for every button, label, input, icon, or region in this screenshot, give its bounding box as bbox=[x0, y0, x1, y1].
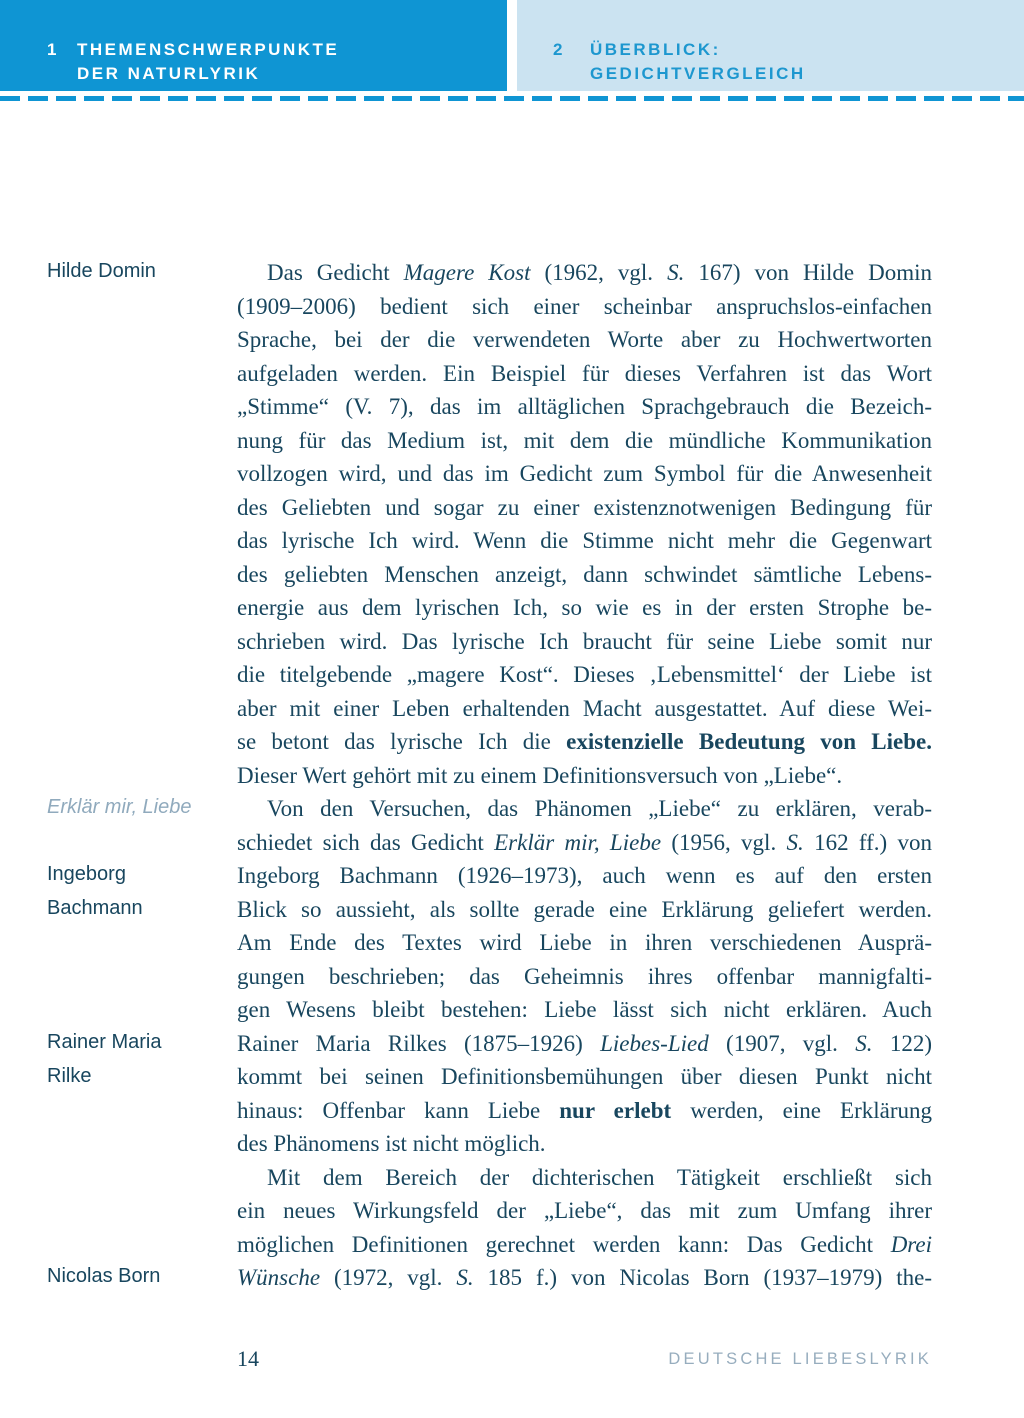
text-segment: gungen beschrieben; das Geheimnis ihres offenbar mannigfalti- bbox=[237, 963, 932, 989]
text-segment: Blick so aussieht, als sollte gerade eine Erklärung geliefert werden. bbox=[237, 896, 932, 922]
text-segment: Von den Versuchen, das Phänomen „Liebe“ zu erklären, verab- bbox=[267, 796, 932, 821]
text-segment: S. bbox=[667, 260, 685, 285]
text-line bbox=[237, 256, 932, 290]
text-segment: aber mit einer Leben erhaltenden Macht ausgestattet. Auf diese Wei- bbox=[237, 695, 932, 721]
text-segment: (1907, vgl. bbox=[708, 1030, 856, 1056]
text-segment: gen Wesens bleibt bestehen: Liebe lässt sich nicht erklären. Auch bbox=[237, 997, 932, 1022]
text-line bbox=[237, 591, 932, 625]
text-line bbox=[237, 290, 932, 324]
text-line bbox=[237, 993, 932, 1027]
text-line bbox=[237, 893, 932, 927]
tab-title-line: GEDICHTVERGLEICH bbox=[590, 64, 806, 83]
text-line bbox=[237, 457, 932, 491]
margin-label-line: Bachmann bbox=[47, 897, 143, 919]
text-segment: schrieben wird. Das lyrische Ich braucht für seine Liebe somit nur bbox=[237, 628, 932, 654]
text-line bbox=[237, 658, 932, 692]
text-line bbox=[237, 759, 932, 793]
text-segment: das lyrische Ich wird. Wenn die Stimme nicht mehr die Gegenwart bbox=[237, 528, 932, 553]
text-line bbox=[237, 357, 932, 391]
text-segment: Drei bbox=[890, 1231, 932, 1257]
text-segment: Magere Kost bbox=[403, 260, 531, 285]
text-segment: nur erlebt bbox=[559, 1097, 672, 1123]
text-segment: Ingeborg Bachmann (1926–1973), auch wenn es auf den ersten bbox=[237, 863, 932, 888]
text-segment: kommt bei seinen Definitionsbemühungen über diesen Punkt nicht bbox=[237, 1064, 932, 1089]
text-segment: Mit dem Bereich der dichterischen Tätigkeit erschließt sich bbox=[267, 1164, 932, 1190]
dashed-divider bbox=[0, 96, 1024, 101]
margin-label-hilde-domin bbox=[47, 254, 232, 288]
text-segment: vollzogen wird, und das im Gedicht zum Symbol für die Anwesenheit bbox=[237, 461, 932, 486]
margin-label-ingeborg-bachmann bbox=[47, 857, 232, 925]
text-segment: energie aus dem lyrischen Ich, so wie es in der ersten Strophe be- bbox=[237, 595, 932, 620]
text-line bbox=[237, 1094, 932, 1128]
page-number: 14 bbox=[237, 1346, 259, 1371]
text-line bbox=[237, 1027, 932, 1061]
text-segment: Liebes-Lied bbox=[600, 1030, 709, 1056]
text-line bbox=[237, 1127, 932, 1161]
text-segment: hinaus: Offenbar kann Liebe bbox=[237, 1097, 560, 1123]
text-segment: Erklär mir, Liebe bbox=[494, 829, 662, 855]
text-segment: (1962, vgl. bbox=[530, 260, 668, 285]
text-segment: S. bbox=[855, 1030, 873, 1056]
text-segment: aufgeladen werden. Ein Beispiel für dieses Verfahren ist das Wort bbox=[237, 360, 932, 386]
text-segment: möglichen Definitionen gerechnet werden kann: Das Gedicht bbox=[237, 1231, 891, 1257]
text-line bbox=[237, 1060, 932, 1094]
tab-content bbox=[517, 0, 1024, 86]
text-line bbox=[237, 859, 932, 893]
text-segment: schiedet sich das Gedicht bbox=[237, 829, 495, 855]
text-segment: des Phänomens ist nicht möglich. bbox=[237, 1131, 546, 1156]
text-segment: 167) von Hilde Domin bbox=[684, 260, 932, 285]
text-line bbox=[237, 826, 932, 860]
text-segment: Sprache, bei der die verwendeten Worte aber zu Hochwertworten bbox=[237, 327, 932, 352]
text-segment: die titelgebende „magere Kost“. Dieses ‚Lebensmittel‘ der Liebe ist bbox=[237, 662, 932, 687]
text-line bbox=[237, 323, 932, 357]
tab-title bbox=[77, 38, 339, 86]
text-line bbox=[237, 1228, 932, 1262]
text-line bbox=[237, 424, 932, 458]
text-segment: Am Ende des Textes wird Liebe in ihren verschiedenen Ausprä- bbox=[237, 930, 932, 955]
text-segment: Rainer Maria Rilkes (1875–1926) bbox=[237, 1030, 601, 1056]
text-segment: existenzielle Bedeutung von Liebe. bbox=[566, 729, 932, 754]
tab-title bbox=[590, 38, 806, 86]
book-title-footer: DEUTSCHE LIEBESLYRIK bbox=[668, 1350, 932, 1368]
chapter-tabs-header bbox=[0, 0, 1024, 91]
text-segment: 122) bbox=[872, 1030, 932, 1056]
tab-ueberblick-gedichtvergleich bbox=[517, 0, 1024, 91]
margin-label-line: Rainer Maria bbox=[47, 1031, 162, 1053]
text-line bbox=[237, 960, 932, 994]
margin-label-nicolas-born bbox=[47, 1259, 232, 1293]
text-line bbox=[237, 625, 932, 659]
tab-number: 1 bbox=[47, 40, 59, 59]
text-line bbox=[237, 926, 932, 960]
text-line bbox=[237, 792, 932, 826]
paragraph bbox=[237, 256, 932, 792]
text-segment: (1909–2006) bedient sich einer scheinbar anspruchslos-einfachen bbox=[237, 293, 932, 319]
text-segment: Das Gedicht bbox=[267, 260, 404, 285]
body-text bbox=[237, 256, 932, 1295]
text-segment: 162 ff.) von bbox=[803, 829, 932, 855]
tab-number: 2 bbox=[553, 40, 565, 59]
paragraph bbox=[237, 1161, 932, 1295]
margin-label-line: Ingeborg bbox=[47, 863, 126, 885]
tab-title-line: ÜBERBLICK: bbox=[590, 40, 721, 59]
margin-label-erklaer-mir-liebe bbox=[47, 790, 232, 824]
text-line bbox=[237, 390, 932, 424]
tab-title-line: DER NATURLYRIK bbox=[77, 64, 261, 83]
margin-label-line: Nicolas Born bbox=[47, 1265, 161, 1287]
text-segment: S. bbox=[456, 1265, 474, 1290]
text-segment: (1972, vgl. bbox=[320, 1265, 457, 1290]
text-line bbox=[237, 692, 932, 726]
text-segment: „Stimme“ (V. 7), das im alltäglichen Sprachgebrauch die Bezeich- bbox=[237, 394, 932, 419]
text-segment: werden, eine Erklärung bbox=[671, 1097, 932, 1123]
margin-label-line: Rilke bbox=[47, 1065, 92, 1087]
text-line bbox=[237, 1161, 932, 1195]
margin-label-rainer-maria-rilke bbox=[47, 1025, 232, 1093]
margin-label-line: Erklär mir, Liebe bbox=[47, 796, 192, 818]
text-line bbox=[237, 1194, 932, 1228]
tab-content bbox=[0, 0, 507, 86]
paragraph bbox=[237, 792, 932, 1161]
margin-label-line: Hilde Domin bbox=[47, 260, 156, 282]
text-line bbox=[237, 524, 932, 558]
text-segment: (1956, vgl. bbox=[661, 829, 787, 855]
text-segment: nung für das Medium ist, mit dem die mündliche Kommunikation bbox=[237, 427, 932, 453]
text-line bbox=[237, 558, 932, 592]
text-segment: 185 f.) von Nicolas Born (1937–1979) the- bbox=[473, 1265, 932, 1290]
text-line bbox=[237, 1261, 932, 1295]
text-segment: des geliebten Menschen anzeigt, dann schwindet sämtliche Lebens- bbox=[237, 561, 932, 587]
text-segment: Dieser Wert gehört mit zu einem Definitionsversuch von „Liebe“. bbox=[237, 762, 843, 788]
text-segment: ein neues Wirkungsfeld der „Liebe“, das mit zum Umfang ihrer bbox=[237, 1198, 932, 1223]
text-line bbox=[237, 491, 932, 525]
text-segment: des Geliebten und sogar zu einer existenznotwenigen Bedingung für bbox=[237, 494, 932, 520]
text-segment: se betont das lyrische Ich die bbox=[237, 729, 567, 754]
text-line bbox=[237, 725, 932, 759]
text-segment: Wünsche bbox=[237, 1265, 321, 1290]
tab-title-line: THEMENSCHWERPUNKTE bbox=[77, 40, 340, 59]
tab-themenschwerpunkte-naturlyrik bbox=[0, 0, 507, 91]
text-segment: S. bbox=[786, 829, 804, 855]
